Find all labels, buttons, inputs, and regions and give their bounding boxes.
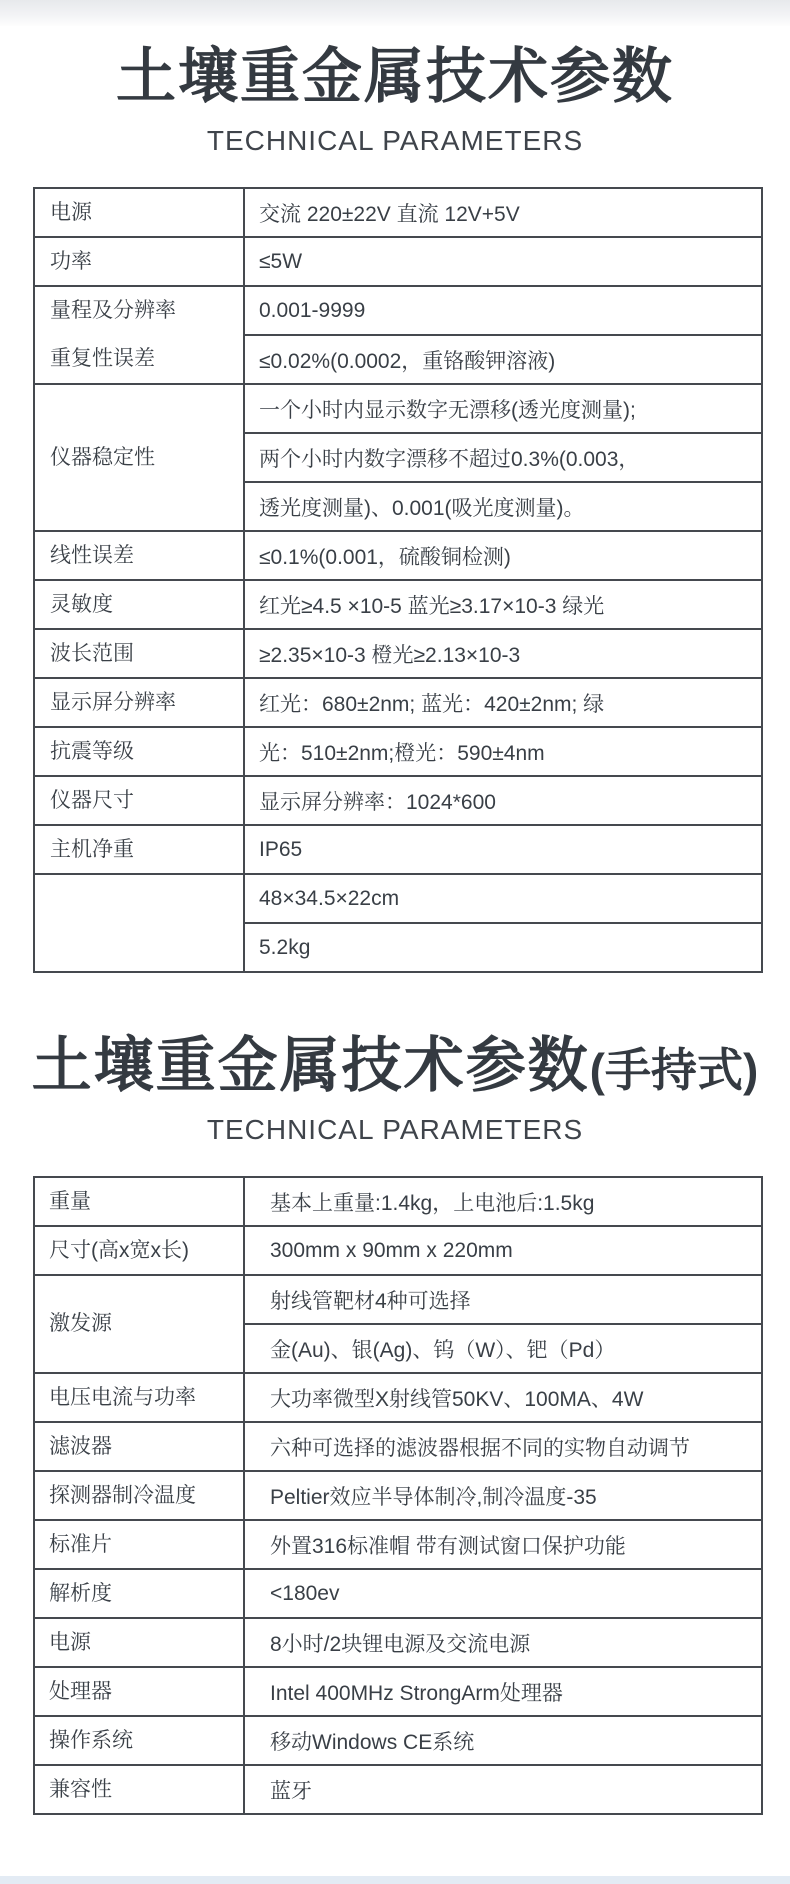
- table-row: [35, 579, 761, 628]
- param-value: 射线管靶材4种可选择: [270, 1289, 471, 1313]
- value-cell-stack: [245, 581, 761, 628]
- top-shadow-strip: [0, 0, 790, 26]
- table-row: [35, 1421, 761, 1470]
- param-value: 红光：680±2nm; 蓝光：420±2nm; 绿: [259, 692, 605, 716]
- param-value: IP65: [259, 837, 303, 861]
- param-label: 电源: [50, 200, 92, 224]
- param-value: 交流 220±22V 直流 12V+5V: [259, 202, 520, 226]
- page-title-text: 土壤重金属技术参数: [116, 43, 674, 110]
- table-row: [35, 1225, 761, 1274]
- value-cell-stack: [245, 1178, 761, 1225]
- table-row: [35, 873, 761, 971]
- param-value: <180ev: [270, 1581, 340, 1605]
- param-label-cell: [35, 1276, 245, 1372]
- value-cell-stack: [245, 1570, 761, 1617]
- table-row: [35, 1470, 761, 1519]
- section-benchtop: [0, 26, 790, 973]
- param-label: 重复性误差: [50, 347, 155, 371]
- param-label-cell: [35, 1570, 245, 1617]
- param-label: 量程及分辨率: [50, 299, 176, 323]
- param-label: 电压电流与功率: [49, 1385, 196, 1409]
- param-label: 重量: [49, 1189, 91, 1213]
- value-cell-stack: [245, 1276, 761, 1372]
- value-cell-stack: [245, 679, 761, 726]
- table-row: [35, 1764, 761, 1813]
- param-label-cell: [35, 679, 245, 726]
- param-value: 显示屏分辨率：1024*600: [259, 790, 496, 814]
- technical-parameters-subtitle: TECHNICAL PARAMETERS: [206, 125, 584, 157]
- value-cell-stack: [245, 826, 761, 873]
- param-value: 基本上重量:1.4kg，上电池后:1.5kg: [270, 1191, 595, 1215]
- param-value: 金(Au)、银(Ag)、钨（W）、钯（Pd）: [245, 1323, 761, 1372]
- param-value: 外置316标准帽 带有测试窗口保护功能: [270, 1534, 626, 1558]
- param-label-cell: [35, 189, 245, 236]
- table-row: [35, 189, 761, 236]
- parameters-table-handheld: [33, 1176, 763, 1815]
- param-value: 移动Windows CE系统: [270, 1730, 475, 1754]
- param-label-cell: [35, 1374, 245, 1421]
- value-cell-stack: [245, 1374, 761, 1421]
- param-label-cell: [35, 1227, 245, 1274]
- param-label: 操作系统: [49, 1728, 133, 1752]
- param-label: 滤波器: [49, 1434, 112, 1458]
- page-title-handheld: [8, 1029, 782, 1102]
- table-row: [35, 775, 761, 824]
- bottom-footer-strip: [0, 1876, 790, 1884]
- param-value: 一个小时内显示数字无漂移(透光度测量);: [259, 398, 636, 422]
- param-value: 蓝牙: [270, 1779, 312, 1803]
- table-row: [35, 1715, 761, 1764]
- param-label-cell: [35, 1717, 245, 1764]
- param-label-cell: [35, 630, 245, 677]
- table-row: [35, 726, 761, 775]
- value-cell-stack: [245, 189, 761, 236]
- param-value: Intel 400MHz StrongArm处理器: [270, 1681, 563, 1705]
- param-label: 标准片: [49, 1532, 112, 1556]
- table-row: [35, 1372, 761, 1421]
- value-cell-stack: [245, 238, 761, 285]
- param-value: 5.2kg: [245, 922, 761, 971]
- param-value: 300mm x 90mm x 220mm: [270, 1238, 513, 1262]
- param-label: 解析度: [49, 1581, 112, 1605]
- param-label: 仪器尺寸: [50, 788, 134, 812]
- table-row: [35, 285, 761, 383]
- value-cell-stack: [245, 532, 761, 579]
- section-handheld: [0, 973, 790, 1815]
- value-cell-stack: [245, 728, 761, 775]
- value-cell-stack: [245, 875, 761, 971]
- param-label-cell: [35, 532, 245, 579]
- param-label-cell: [35, 1423, 245, 1470]
- param-value: 0.001-9999: [259, 298, 366, 322]
- param-value: 两个小时内数字漂移不超过0.3%(0.003，: [245, 432, 761, 481]
- value-cell-stack: [245, 385, 761, 530]
- param-label: 主机净重: [50, 837, 134, 861]
- param-label-cell: [35, 238, 245, 285]
- table-row: [35, 824, 761, 873]
- param-value: 8小时/2块锂电源及交流电源: [270, 1632, 531, 1656]
- param-label-cell: [35, 385, 245, 530]
- param-label: 抗震等级: [50, 739, 134, 763]
- table-row: [35, 1178, 761, 1225]
- parameters-table-benchtop: [33, 187, 763, 973]
- param-value: 48×34.5×22cm: [259, 886, 400, 910]
- value-cell-stack: [245, 630, 761, 677]
- param-label-cell: [35, 1619, 245, 1666]
- param-label: 电源: [49, 1630, 91, 1654]
- param-label-cell: [35, 581, 245, 628]
- param-label-cell: [35, 1521, 245, 1568]
- value-cell-stack: [245, 1472, 761, 1519]
- page-title-handheld-suffix: (手持式): [589, 1044, 759, 1097]
- param-label: 显示屏分辨率: [50, 690, 176, 714]
- param-value: ≥2.35×10-3 橙光≥2.13×10-3: [259, 643, 521, 667]
- param-label: 波长范围: [50, 641, 134, 665]
- value-cell-stack: [245, 1227, 761, 1274]
- table-row: [35, 383, 761, 530]
- param-label: 功率: [50, 249, 92, 273]
- param-label: 探测器制冷温度: [49, 1483, 196, 1507]
- param-value: 六种可选择的滤波器根据不同的实物自动调节: [270, 1436, 690, 1460]
- param-value: ≤0.1%(0.001，硫酸铜检测): [259, 545, 511, 569]
- table-row: [35, 677, 761, 726]
- table-row: [35, 1617, 761, 1666]
- param-label-cell: [35, 826, 245, 873]
- param-label: 激发源: [49, 1312, 112, 1336]
- value-cell-stack: [245, 777, 761, 824]
- param-value: 大功率微型X射线管50KV、100MA、4W: [270, 1387, 644, 1411]
- param-label: 处理器: [49, 1679, 112, 1703]
- table-row: [35, 1519, 761, 1568]
- technical-parameters-subtitle: TECHNICAL PARAMETERS: [206, 1114, 584, 1146]
- param-value: 红光≥4.5 ×10-5 蓝光≥3.17×10-3 绿光: [259, 594, 605, 618]
- param-label: 尺寸(高x宽x长): [49, 1238, 189, 1262]
- param-label-cell: [35, 777, 245, 824]
- param-label-cell: [35, 1766, 245, 1813]
- param-value: ≤0.02%(0.0002，重铬酸钾溶液): [245, 334, 761, 383]
- param-value: ≤5W: [259, 249, 303, 273]
- table-row: [35, 236, 761, 285]
- table-row: [35, 1666, 761, 1715]
- table-row: [35, 1274, 761, 1372]
- param-label-cell: [35, 1472, 245, 1519]
- param-label: 兼容性: [49, 1777, 112, 1801]
- param-label: 线性误差: [50, 543, 134, 567]
- table-row: [35, 1568, 761, 1617]
- value-cell-stack: [245, 1668, 761, 1715]
- value-cell-stack: [245, 1717, 761, 1764]
- param-label: 仪器稳定性: [50, 445, 155, 469]
- param-label-cell: [35, 1668, 245, 1715]
- param-label-cell: [35, 287, 245, 383]
- value-cell-stack: [245, 1766, 761, 1813]
- page-title-handheld-text: 土壤重金属技术参数: [31, 1032, 590, 1100]
- page-title: [8, 40, 782, 113]
- value-cell-stack: [245, 287, 761, 383]
- table-row: [35, 530, 761, 579]
- param-value: 光：510±2nm;橙光：590±4nm: [259, 741, 545, 765]
- value-cell-stack: [245, 1423, 761, 1470]
- param-label: 灵敏度: [50, 592, 113, 616]
- param-label-cell: [35, 1178, 245, 1225]
- param-value: Peltier效应半导体制冷,制冷温度-35: [270, 1485, 597, 1509]
- value-cell-stack: [245, 1521, 761, 1568]
- table-row: [35, 628, 761, 677]
- value-cell-stack: [245, 1619, 761, 1666]
- param-label-cell: [35, 728, 245, 775]
- param-value: 透光度测量)、0.001(吸光度测量)。: [245, 481, 761, 530]
- param-label-cell: [35, 875, 245, 971]
